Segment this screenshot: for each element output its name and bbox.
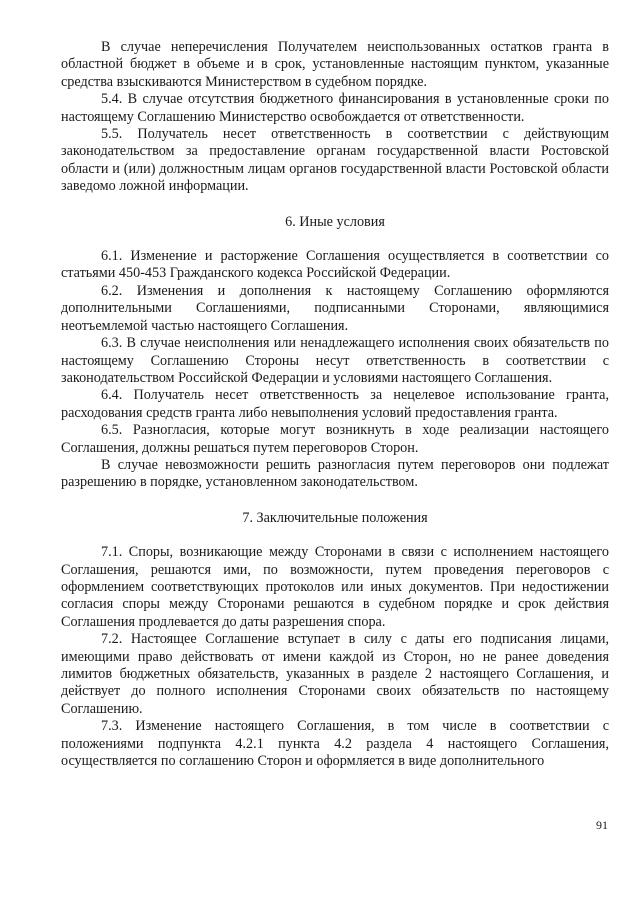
paragraph-6-5-continued: В случае невозможности решить разногласия путем переговоров они подлежат разрешению в порядке, установленном законодательством. bbox=[61, 456, 609, 491]
paragraph-6-1: 6.1. Изменение и расторжение Соглашения осуществляется в соответствии со статьями 450-453 Гражданского кодекса Российской Федерации. bbox=[61, 248, 609, 282]
paragraph-6-2: 6.2. Изменения и дополнения к настоящему Соглашению оформляются дополнительными Соглашениями, подписанными Сторонами, являющимися неотъемлемой частью настоящего Соглашения. bbox=[61, 282, 609, 334]
document-page bbox=[61, 39, 609, 770]
paragraph-5-4: 5.4. В случае отсутствия бюджетного финансирования в установленные сроки по настоящему Соглашению Министерство освобождается от ответственности. bbox=[61, 91, 609, 125]
paragraph-7-3: 7.3. Изменение настоящего Соглашения, в том числе в соответствии с положениями подпункта 4.2.1 пункта 4.2 раздела 4 настоящего Соглашения, осуществляется по соглашению Сторон и оформляется в виде дополнительного bbox=[61, 718, 609, 770]
paragraph-refund-recovery: В случае неперечисления Получателем неиспользованных остатков гранта в областной бюджет в объеме и в срок, установленные настоящим пунктом, указанные средства взыскиваются Министерством в судебном порядке. bbox=[61, 39, 609, 90]
paragraph-6-4: 6.4. Получатель несет ответственность за нецелевое использование гранта, расходования средств гранта либо невыполнения условий предоставления гранта. bbox=[61, 387, 609, 421]
section-7-heading: 7. Заключительные положения bbox=[242, 509, 428, 526]
paragraph-7-1: 7.1. Споры, возникающие между Сторонами в связи с исполнением настоящего Соглашения, решаются ими, по возможности, путем проведения переговоров с оформлением соответствующих протоколов или иных документов. При недостижении согласия споры между Сторонами решаются в судебном порядке и срок действия Соглашения продлевается до даты разрешения спора. bbox=[61, 544, 609, 630]
page-number: 91 bbox=[596, 818, 608, 832]
paragraph-7-2: 7.2. Настоящее Соглашение вступает в силу с даты его подписания лицами, имеющими право действовать от имени каждой из Сторон, но не ранее доведения лимитов бюджетных обязательств, указанных в разделе 2 настоящего Соглашения, и действует до полного исполнения Сторонами своих обязательств по настоящему Соглашению. bbox=[61, 631, 609, 717]
paragraph-6-3: 6.3. В случае неисполнения или ненадлежащего исполнения своих обязательств по настоящему Соглашению Стороны несут ответственность в соответствии с законодательством Российской Федерации и условиями настоящего Соглашения. bbox=[61, 335, 609, 386]
section-6-heading: 6. Иные условия bbox=[285, 213, 385, 230]
paragraph-6-5: 6.5. Разногласия, которые могут возникнуть в ходе реализации настоящего Соглашения, должны решаться путем переговоров Сторон. bbox=[61, 422, 609, 456]
paragraph-5-5: 5.5. Получатель несет ответственность в соответствии с действующим законодательством за предоставление органам государственной власти Ростовской области и (или) должностным лицам органов государственной власти Ростовской области заведомо ложной информации. bbox=[61, 126, 609, 195]
